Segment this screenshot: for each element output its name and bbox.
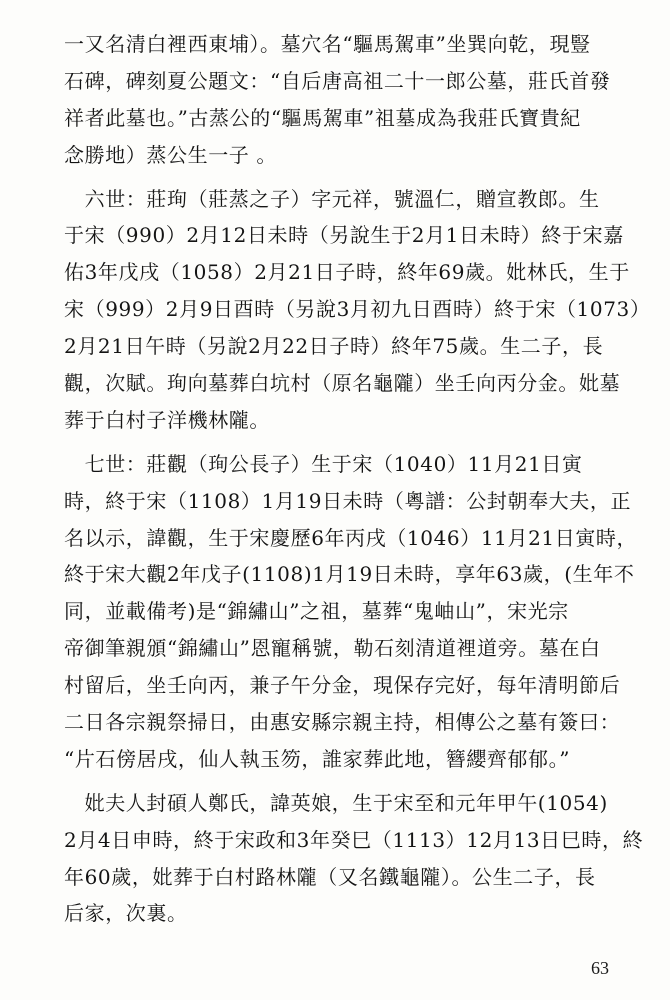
text-line: 觀，次賦。珣向墓葬白坑村（原名龜隴）坐壬向丙分金。妣墓	[64, 371, 621, 396]
text-line: 后家，次裏。	[64, 901, 188, 926]
text-line: 妣夫人封碩人鄭氏，諱英娘，生于宋至和元年甲午(1054)	[64, 790, 608, 815]
text-line: 名以示，諱觀，生于宋慶歷6年丙戌（1046）11月21日寅時，	[64, 525, 638, 550]
text-line: “片石傍居戌，仙人執玉笏，誰家葬此地，簪纓齊郁郁。”	[64, 746, 571, 771]
text-line: 葬于白村子洋機林隴。	[64, 407, 270, 432]
page-number: 63	[591, 958, 609, 978]
text-line: 七世：莊觀（珣公長子）生于宋（1040）11月21日寅	[64, 451, 583, 476]
text-line: 同，並載備考)是“錦繡山”之祖，墓葬“鬼岫山”，宋光宗	[64, 599, 569, 624]
text-line: 佑3年戊戌（1058）2月21日子時，終年69歲。妣林氏，生于	[64, 260, 630, 285]
body-text	[64, 26, 651, 932]
text-line: 一又名清白裡西東埔）。墓穴名“驅馬駕車”坐巽向乾，現豎	[64, 32, 591, 56]
text-line: 帝御筆親頒“錦繡山”恩寵稱號，勒石刻清道裡道旁。墓在白	[64, 636, 601, 661]
text-line: 于宋（990）2月12日未時（另說生于2月1日未時）終于宋嘉	[64, 223, 624, 248]
text-line: 時，終于宋（1108）1月19日未時（粵譜：公封朝奉大夫，正	[64, 488, 632, 513]
text-line: 石碑，碑刻夏公題文：“自后唐高祖二十一郎公墓，莊氏首發	[64, 68, 611, 93]
text-line: 村留后，坐壬向丙，兼子午分金，現保存完好，每年清明節后	[64, 673, 621, 698]
text-line: 宋（999）2月9日酉時（另說3月初九日酉時）終于宋（1073）	[64, 297, 651, 322]
text-line: 2月21日午時（另說2月22日子時）終年75歲。生二子，長	[64, 334, 604, 359]
text-line: 念勝地）蒸公生一子 。	[64, 142, 277, 167]
text-line: 年60歲，妣葬于白村路林隴（又名鐵龜隴）。公生二子，長	[64, 864, 596, 889]
text-line: 二日各宗親祭掃日，由惠安縣宗親主持，相傳公之墓有簽曰：	[64, 710, 621, 735]
text-line: 2月4日申時，終于宋政和3年癸巳（1113）12月13日巳時，終	[64, 827, 644, 852]
text-line: 六世：莊珣（莊蒸之子）字元祥，號溫仁，贈宣教郎。生	[64, 186, 600, 211]
text-line: 終于宋大觀2年戊子(1108)1月19日未時，享年63歲，(生年不	[64, 562, 635, 587]
text-line: 祥者此墓也。”古蒸公的“驅馬駕車”祖墓成為我莊氏寶貴紀	[64, 105, 581, 130]
